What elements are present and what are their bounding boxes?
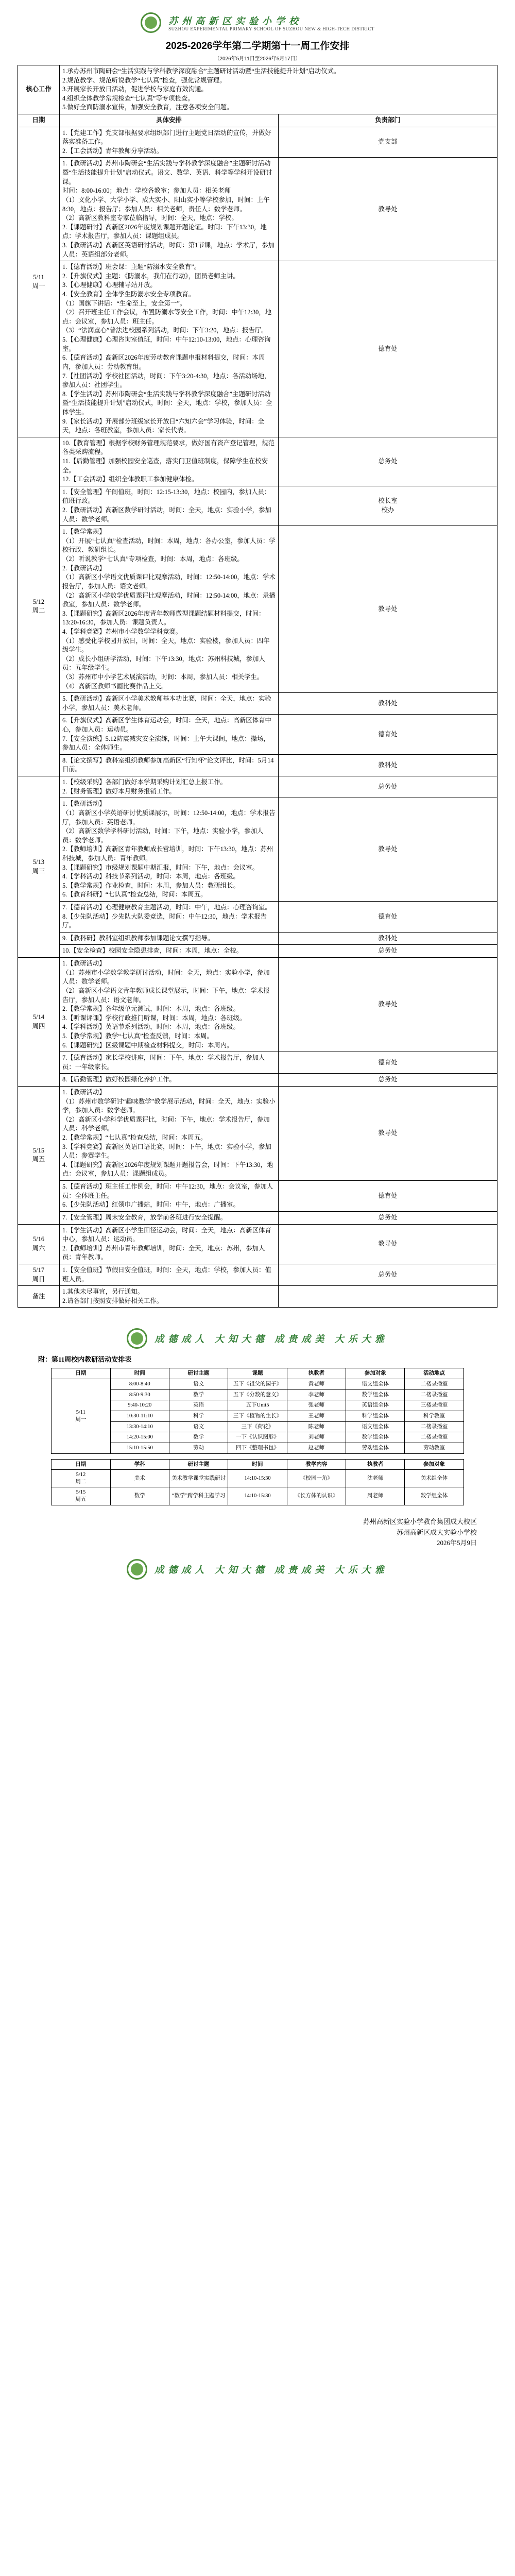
attachment2-cell: 5/15 周五 bbox=[52, 1487, 110, 1505]
schedule-row bbox=[18, 902, 497, 933]
attachment-table-2 bbox=[51, 1459, 464, 1505]
work-item: 3.【听课评课】学校行政推门听课，时间：本周，地点：各班级。 bbox=[62, 1014, 246, 1022]
attachment-cell: 语文组全体 bbox=[346, 1379, 405, 1390]
work-item: （1）高新区小学语文优质课评比观摩活动，时间：12:50-14:00，地点：学术报告厅，参加人员：语文老师。 bbox=[62, 573, 276, 590]
attachment2-cell: 美术组全体 bbox=[405, 1470, 464, 1487]
work-item: 6.【德育活动】高新区2026年度劳动教育课题申报材料提交，时间：本周内，参加人员：劳动教育组。 bbox=[62, 354, 265, 370]
core-work-item: 4.组织全体教学常规检查“七认真”等专项检查。 bbox=[62, 94, 194, 102]
responsible-dept-cell: 党支部 bbox=[279, 127, 497, 158]
work-item: 2.【课题研讨】高新区2026年度规划课题开题论证。时间：下午13:30，地点：学术报告厅，参加人员：课题组成员。 bbox=[62, 223, 267, 240]
attachment-cell: 语文 bbox=[169, 1379, 228, 1390]
responsible-dept-cell: 教科处 bbox=[279, 693, 497, 715]
attachment-header-cell: 研讨主题 bbox=[169, 1368, 228, 1379]
attachment-cell: 张老师 bbox=[287, 1400, 346, 1411]
attachment2-cell: 美术 bbox=[110, 1470, 169, 1487]
core-work-item: 5.做好全面防溺水宣传，加强安全教育，注意各项安全问题。 bbox=[62, 104, 233, 111]
schedule-row bbox=[18, 127, 497, 158]
work-item: （1）国旗下讲话：“生命至上，安全第一”。 bbox=[62, 299, 186, 307]
attachment2-cell: 美术教学课堂实践研讨 bbox=[169, 1470, 228, 1487]
school-motto-footer: 成德成人 大知大德 成贵成美 大乐大雅 bbox=[154, 1565, 388, 1575]
school-logo-icon bbox=[127, 1559, 147, 1580]
attachment-cell: 陈老师 bbox=[287, 1421, 346, 1432]
responsible-dept-cell: 教导处 bbox=[279, 798, 497, 902]
attachment-cell: 赵老师 bbox=[287, 1443, 346, 1453]
work-item: 1.【安全值班】节假日安全值班，时间：全天，地点：学校，参加人员：值班人员。 bbox=[62, 1266, 271, 1283]
attachment-cell: 5/11 周一 bbox=[52, 1379, 110, 1453]
attachment-header-cell: 日期 bbox=[52, 1368, 110, 1379]
work-detail-cell bbox=[60, 798, 279, 902]
attachment-cell: 10:30-11:10 bbox=[110, 1411, 169, 1421]
work-item: 1.【教研活动】 bbox=[62, 960, 106, 968]
school-logo-icon bbox=[141, 12, 161, 33]
work-detail-cell bbox=[60, 932, 279, 945]
attachment2-header-cell: 研讨主题 bbox=[169, 1459, 228, 1470]
work-item: （2）高新区小学数学优质课评比观摩活动，时间：12:50-14:00，地点：录播教室，参加人员：数学老师。 bbox=[62, 591, 276, 608]
attachment2-row bbox=[52, 1487, 464, 1505]
attachment-cell: 科学组全体 bbox=[346, 1411, 405, 1421]
header-resp: 负责部门 bbox=[279, 114, 497, 127]
attachment-cell: 语文组全体 bbox=[346, 1421, 405, 1432]
work-item: 1.【教研活动】 bbox=[62, 1088, 106, 1096]
work-item: 6.【教育科研】“七认真”检查总结，时间：本周五。 bbox=[62, 891, 207, 899]
attachment-header-cell: 活动地点 bbox=[405, 1368, 464, 1379]
work-item: 4.【安全教育】全体学生防溺水安全专项教育。 bbox=[62, 291, 195, 298]
attachment2-cell: 周老师 bbox=[346, 1487, 405, 1505]
attachment2-cell: 14:10-15:30 bbox=[228, 1487, 287, 1505]
core-work-item: 2.规范教学、规范听说教学“七认真”检查，强化常规管理。 bbox=[62, 76, 226, 84]
attachment-cell: 三下《荷花》 bbox=[228, 1421, 287, 1432]
work-item: 7.【安全演练】5.12防震减灾安全演练，时间：上午大课间，地点：操场，参加人员：全体师生。 bbox=[62, 735, 270, 752]
work-item: 9.【家长活动】开展部分班级家长开放日“六知六会”学习体验，时间：全天，地点：各班教室，参加人员：家长代表。 bbox=[62, 417, 265, 434]
work-item: 6.【少先队活动】红领巾广播站，时间：中午，地点：广播室。 bbox=[62, 1201, 239, 1209]
attachment-row bbox=[52, 1432, 464, 1443]
attachment-cell: 劳动组全体 bbox=[346, 1443, 405, 1453]
work-item: 5.【教研活动】高新区小学美术教师基本功比赛，时间：全天，地点：实验小学，参加人员：美术老师。 bbox=[62, 695, 271, 711]
work-detail-cell bbox=[60, 902, 279, 933]
attachment-cell: 王老师 bbox=[287, 1411, 346, 1421]
work-detail-cell bbox=[60, 437, 279, 486]
work-item: （2）召开班主任工作会议，布置防溺水等安全工作，时间：中午12:30，地点：会议室，参加人员：班主任。 bbox=[62, 309, 272, 325]
responsible-dept-cell: 教导处 bbox=[279, 1086, 497, 1180]
attachment-cell: 数学 bbox=[169, 1432, 228, 1443]
work-item: 1.【安全管理】午间值班，时间：12:15-13:30，地点：校园内，参加人员：值班行政。 bbox=[62, 488, 271, 505]
work-item: 7.【德育活动】家长学校讲座，时间：下午，地点：学术报告厅，参加人员：一年级家长。 bbox=[62, 1054, 265, 1071]
work-item: 1.【教研活动】苏州市陶研会“生活实践与学科教学深度融合”主题研讨活动暨“生活技能提升计划”启动仪式。语文、数学、英语、科学等学科开设研讨课。 bbox=[62, 160, 272, 185]
attachment-cell: 四下《整理书包》 bbox=[228, 1443, 287, 1453]
work-item: 1.【教学常规】 bbox=[62, 528, 106, 536]
responsible-dept-cell: 德育处 bbox=[279, 902, 497, 933]
day-date-cell: 5/12 周二 bbox=[18, 437, 60, 776]
attachment2-cell: 数学组全体 bbox=[405, 1487, 464, 1505]
work-item: （1）苏州市小学数学教学研讨活动，时间：全天，地点：实验小学，参加人员：数学老师。 bbox=[62, 969, 270, 986]
work-item: 10.【安全检查】校园安全隐患排查，时间：本周，地点：全校。 bbox=[62, 947, 243, 955]
schedule-row bbox=[18, 932, 497, 945]
attachment-cell: 二楼录播室 bbox=[405, 1432, 464, 1443]
work-item: 5.【德育活动】班主任工作例会，时间：中午12:30，地点：会议室，参加人员：全体班主任。 bbox=[62, 1183, 273, 1199]
responsible-dept-cell: 总务处 bbox=[279, 1264, 497, 1285]
work-detail-cell bbox=[60, 1181, 279, 1212]
responsible-dept-cell: 总务处 bbox=[279, 1211, 497, 1224]
work-item: 2.【教师培训】高新区青年教师成长营培训，时间：下午13:30，地点：苏州科技城，参加人员：青年教师。 bbox=[62, 845, 273, 862]
work-item: （2）高新区小学科学优质课评比，时间：下午，地点：学术报告厅，参加人员：科学老师。 bbox=[62, 1115, 270, 1132]
attachment2-cell: 数学 bbox=[110, 1487, 169, 1505]
day-date-cell: 5/17 周日 bbox=[18, 1264, 60, 1285]
responsible-dept-cell: 德育处 bbox=[279, 715, 497, 754]
responsible-dept-cell bbox=[279, 1286, 497, 1308]
core-work-item: 1.承办苏州市陶研会“生活实践与学科教学深度融合”主题研讨活动暨“生活技能提升计划”启动仪式。 bbox=[62, 67, 340, 75]
attachment-cell: 语文 bbox=[169, 1421, 228, 1432]
attachment-row bbox=[52, 1443, 464, 1453]
work-item: 2.【工会活动】青年教师分享活动。 bbox=[62, 147, 163, 155]
attachment-header-cell: 参加对象 bbox=[346, 1368, 405, 1379]
attachment-header-row-2 bbox=[52, 1459, 464, 1470]
work-detail-cell bbox=[60, 754, 279, 776]
footer-date: 2026年5月9日 bbox=[436, 1539, 477, 1547]
core-work-list bbox=[62, 67, 494, 112]
attachment-cell: 数学组全体 bbox=[346, 1432, 405, 1443]
work-item: 2.【教师培训】苏州市青年教师培训，时间：全天，地点：苏州，参加人员：青年教师。 bbox=[62, 1244, 265, 1261]
attachment-cell: 李老师 bbox=[287, 1389, 346, 1400]
school-header bbox=[18, 9, 497, 34]
responsible-dept-cell: 教科处 bbox=[279, 932, 497, 945]
work-detail-cell bbox=[60, 945, 279, 958]
attachment-cell: 黄老师 bbox=[287, 1379, 346, 1390]
work-detail-cell bbox=[60, 1086, 279, 1180]
work-item: 1.【教研活动】 bbox=[62, 800, 106, 808]
work-item: 2.请各部门按照安排做好相关工作。 bbox=[62, 1297, 163, 1304]
attachment-header-cell: 课题 bbox=[228, 1368, 287, 1379]
attachment-cell: 一下《认识图形》 bbox=[228, 1432, 287, 1443]
work-item: 9.【教科研】教科室组织教师参加课题论文撰写指导。 bbox=[62, 934, 214, 942]
work-item: 5.【教学常规】教学“七认真”检查反馈，时间：本周。 bbox=[62, 1032, 213, 1040]
schedule-row bbox=[18, 526, 497, 693]
work-item: 8.【后勤管理】做好校园绿化养护工作。 bbox=[62, 1076, 176, 1083]
work-item: （3）苏州市中小学艺术展演活动，时间：本周，参加人员：相关学生。 bbox=[62, 673, 264, 681]
attachment-cell: 英语 bbox=[169, 1400, 228, 1411]
work-item: 7.【安全管理】周末安全教育，放学前各班进行安全提醒。 bbox=[62, 1213, 227, 1221]
schedule-row bbox=[18, 1086, 497, 1180]
work-item: 8.【学生活动】苏州市陶研会“生活实践与学科教学深度融合”主题研讨活动暨“生活技能提升计划”启动仪式，时间：全天，地点：学校，参加人员：全体学生。 bbox=[62, 390, 272, 416]
work-detail-cell bbox=[60, 526, 279, 693]
attachment-row bbox=[52, 1411, 464, 1421]
work-item: （2）高新区教科室专家莅临指导，时间：全天，地点：学校。 bbox=[62, 214, 238, 222]
work-item: 4.【学科活动】英语节系列活动，时间：本周，地点：各班级。 bbox=[62, 1023, 239, 1031]
work-item: 2.【教学常规】“七认真”检查总结，时间：本周五。 bbox=[62, 1134, 207, 1142]
work-item: 4.【学科活动】科技节系列活动，时间：本周，地点：各班级。 bbox=[62, 873, 239, 880]
attachment2-row bbox=[52, 1470, 464, 1487]
responsible-dept-cell: 教导处 bbox=[279, 526, 497, 693]
footer-line-2: 苏州高新区成大实验小学校 bbox=[396, 1528, 477, 1536]
schedule-row bbox=[18, 958, 497, 1052]
work-item: 1.【德育活动】班会课：主题“防溺水安全教育”。 bbox=[62, 263, 201, 271]
work-item: 2.【教研活动】 bbox=[62, 564, 106, 572]
day-date-cell: 备注 bbox=[18, 1286, 60, 1308]
attachment-cell: 二楼录播室 bbox=[405, 1389, 464, 1400]
work-detail-cell bbox=[60, 158, 279, 261]
schedule-row bbox=[18, 1181, 497, 1212]
school-name-en: SUZHOU EXPERIMENTAL PRIMARY SCHOOL OF SUZHOU NEW & HIGH-TECH DISTRICT bbox=[168, 26, 374, 31]
attachment-header-cell: 执教者 bbox=[287, 1368, 346, 1379]
responsible-dept-cell: 教导处 bbox=[279, 958, 497, 1052]
attachment-cell: 14:20-15:00 bbox=[110, 1432, 169, 1443]
work-item: 8.【少先队活动】少先队大队委竞选，时间：中午12:30，地点：学术报告厅。 bbox=[62, 912, 267, 929]
responsible-dept-cell: 总务处 bbox=[279, 776, 497, 798]
responsible-dept-cell: 德育处 bbox=[279, 1181, 497, 1212]
schedule-row bbox=[18, 486, 497, 526]
work-item: 1.其他未尽事宜，另行通知。 bbox=[62, 1288, 144, 1296]
schedule-row bbox=[18, 798, 497, 902]
work-item: （2）高新区小学语文青年教师成长课堂展示，时间：下午，地点：学术报告厅，参加人员：语文老师。 bbox=[62, 987, 270, 1004]
school-header-attach bbox=[18, 1325, 497, 1350]
attachment2-cell: 《校园一角》 bbox=[287, 1470, 346, 1487]
work-item: 10.【教育管理】根据学校财务管理规范要求，做好国有资产登记管理，规范各类采购流程。 bbox=[62, 439, 274, 456]
footer-line-1: 苏州高新区实验小学教育集团成大校区 bbox=[363, 1517, 477, 1526]
document-footer bbox=[18, 1517, 497, 1549]
attachment2-cell: 14:10-15:30 bbox=[228, 1470, 287, 1487]
attachment-cell: 数学组全体 bbox=[346, 1389, 405, 1400]
attachment-cell: 科学教室 bbox=[405, 1411, 464, 1421]
attachment-cell: 9:40-10:20 bbox=[110, 1400, 169, 1411]
attachment-cell: 15:10-15:50 bbox=[110, 1443, 169, 1453]
attachment2-header-cell: 日期 bbox=[52, 1459, 110, 1470]
attachment2-header-cell: 教学内容 bbox=[287, 1459, 346, 1470]
work-item: 3.【课题研究】高新区2026年度青年教师微型课题结题材料提交，时间：13:20-16:30，参加人员：课题负责人。 bbox=[62, 609, 265, 626]
work-detail-cell bbox=[60, 1211, 279, 1224]
attachment-cell: 劳动教室 bbox=[405, 1443, 464, 1453]
work-detail-cell bbox=[60, 1286, 279, 1308]
work-item: 7.【社团活动】学校社团活动，时间：下午3:20-4:30，地点：各活动场地，参加人员：社团学生。 bbox=[62, 372, 271, 389]
schedule-row bbox=[18, 715, 497, 754]
day-date-cell: 5/15 周五 bbox=[18, 1086, 60, 1224]
work-item: 11.【后勤管理】加强校园安全巡查，落实门卫值班制度，保障学生在校安全。 bbox=[62, 457, 268, 474]
schedule-row bbox=[18, 1286, 497, 1308]
schedule-row bbox=[18, 1224, 497, 1264]
school-motto: 成德成人 大知大德 成贵成美 大乐大雅 bbox=[154, 1334, 388, 1345]
attachment-cell: 五下《祖父的园子》 bbox=[228, 1379, 287, 1390]
header-work: 具体安排 bbox=[60, 114, 279, 127]
work-item: 1.【学生活动】高新区小学生田径运动会，时间：全天，地点：高新区体育中心，参加人员：运动员。 bbox=[62, 1226, 271, 1243]
responsible-dept-cell: 总务处 bbox=[279, 945, 497, 958]
work-item: 6.【升旗仪式】高新区学生体育运动会，时间：全天，地点：高新区体育中心，参加人员：运动员。 bbox=[62, 717, 271, 734]
attachment-cell: 英语组全体 bbox=[346, 1400, 405, 1411]
attachment2-cell: 《长方体的认识》 bbox=[287, 1487, 346, 1505]
schedule-row bbox=[18, 437, 497, 486]
work-detail-cell bbox=[60, 715, 279, 754]
work-item: （1）苏州市数学研讨“趣味数学”教学展示活动，时间：全天，地点：实验小学，参加人员：数学老师。 bbox=[62, 1097, 276, 1114]
work-item: 3.【学科竞赛】高新区英语口语比赛，时间：下午，地点：实验小学，参加人员：参赛学生。 bbox=[62, 1143, 271, 1160]
work-detail-cell bbox=[60, 127, 279, 158]
attachment-title: 附：第11周校内教研活动安排表 bbox=[38, 1355, 132, 1364]
work-detail-cell bbox=[60, 486, 279, 526]
responsible-dept-cell: 总务处 bbox=[279, 1074, 497, 1087]
document-dates: （2026年5月11日至2026年5月17日） bbox=[214, 56, 301, 62]
core-work-row bbox=[18, 65, 497, 114]
work-detail-cell bbox=[60, 776, 279, 798]
schedule-row bbox=[18, 693, 497, 715]
work-item: 2.【财务管理】做好本月财务报销工作。 bbox=[62, 787, 176, 795]
schedule-row bbox=[18, 1211, 497, 1224]
table-header-row bbox=[18, 114, 497, 127]
work-item: 3.【课题研究】市级规划课题中期汇报，时间：下午，地点：会议室。 bbox=[62, 863, 259, 871]
schedule-row bbox=[18, 261, 497, 437]
attachment-cell: 13:30-14:10 bbox=[110, 1421, 169, 1432]
core-work-item: 3.开展家长开放日活动，促进学校与家庭有效沟通。 bbox=[62, 86, 208, 93]
attachment2-cell: “数学”跨学科主题学习 bbox=[169, 1487, 228, 1505]
core-work-label: 核心工作 bbox=[18, 65, 60, 114]
attachment-cell: 劳动 bbox=[169, 1443, 228, 1453]
day-date-cell: 5/11 周一 bbox=[18, 127, 60, 437]
attachment2-cell: 5/12 周二 bbox=[52, 1470, 110, 1487]
work-item: 4.【学科竞赛】苏州市小学数学学科竞赛。 bbox=[62, 628, 182, 635]
attachment2-header-cell: 参加对象 bbox=[405, 1459, 464, 1470]
schedule-row bbox=[18, 1264, 497, 1285]
attachment-cell: 二楼录播室 bbox=[405, 1421, 464, 1432]
attachment2-cell: 沈老师 bbox=[346, 1470, 405, 1487]
work-item: （2）高新区数学学科研讨活动，时间：下午，地点：实验小学，参加人员：数学老师。 bbox=[62, 827, 264, 844]
work-detail-cell bbox=[60, 1224, 279, 1264]
work-item: 8.【论文撰写】教科室组织教师参加高新区“行知杯”论文评比，时间：5月14日前。 bbox=[62, 756, 274, 773]
work-item: 7.【德育活动】心理健康教育主题活动，时间：中午，地点：心理咨询室。 bbox=[62, 904, 271, 911]
attachment-page bbox=[0, 1316, 515, 1589]
work-item: 4.【课题研究】高新区2026年度规划课题开题报告会，时间：下午13:30，地点：会议室，参加人员：课题组成员。 bbox=[62, 1161, 273, 1178]
work-item: 5.【教学常规】作业检查，时间：本周，参加人员：教研组长。 bbox=[62, 882, 239, 889]
day-date-cell: 5/13 周三 bbox=[18, 776, 60, 958]
work-item: 6.【课题研究】区级课题中期检查材料提交，时间：本周内。 bbox=[62, 1041, 233, 1049]
responsible-dept-cell: 教导处 bbox=[279, 158, 497, 261]
day-date-cell: 5/16 周六 bbox=[18, 1224, 60, 1264]
attachment-table bbox=[51, 1368, 464, 1453]
work-item: （2）成长小组研学活动，时间：下午13:30，地点：苏州科技城，参加人员：五年级学生。 bbox=[62, 655, 265, 672]
work-item: （4）高新区教师书画比赛作品上交。 bbox=[62, 682, 168, 690]
attachment-row bbox=[52, 1400, 464, 1411]
attachment-row bbox=[52, 1379, 464, 1390]
attachment-cell: 五下Unit5 bbox=[228, 1400, 287, 1411]
work-item: 5.【心理健康】心理咨询室值班，时间：中午12:10-13:00，地点：心理咨询室。 bbox=[62, 336, 271, 352]
work-item: 2.【教学常规】各年级单元测试，时间：本周，地点：各班级。 bbox=[62, 1005, 239, 1013]
schedule-row bbox=[18, 945, 497, 958]
schedule-row bbox=[18, 754, 497, 776]
day-date-cell: 5/14 周四 bbox=[18, 958, 60, 1087]
attachment-cell: 三下《植物的生长》 bbox=[228, 1411, 287, 1421]
work-item: 3.【教研活动】高新区英语研讨活动，时间：第1节课，地点：学术厅，参加人员：英语组部分老师。 bbox=[62, 241, 274, 258]
attachment-header-cell: 时间 bbox=[110, 1368, 169, 1379]
responsible-dept-cell: 德育处 bbox=[279, 1052, 497, 1074]
core-work-content bbox=[60, 65, 497, 114]
attachment-row bbox=[52, 1389, 464, 1400]
schedule-table bbox=[18, 65, 497, 1308]
work-item: 3.【心理健康】心理辅导站开放。 bbox=[62, 281, 157, 289]
work-item: （1）感受化学校园开放日，时间：全天，地点：实验楼，参加人员：四年级学生。 bbox=[62, 637, 270, 654]
responsible-dept-cell: 总务处 bbox=[279, 437, 497, 486]
school-name: 苏州高新区实验小学校 bbox=[168, 16, 303, 26]
school-logo-icon bbox=[127, 1328, 147, 1349]
attachment-row bbox=[52, 1421, 464, 1432]
document-title: 2025-2026学年第二学期第十一周工作安排 bbox=[165, 41, 350, 52]
work-item: （1）文化小学、大学小学、成大实小、阳山实小等学校参加，时间：上午8:30，地点：报告厅；参加人员：相关老师，责任人：数学老师。 bbox=[62, 196, 270, 213]
work-detail-cell bbox=[60, 958, 279, 1052]
schedule-row bbox=[18, 1052, 497, 1074]
work-item: （1）高新区小学英语研讨优质课展示，时间：12:50-14:00，地点：学术报告厅，参加人员：英语老师。 bbox=[62, 809, 276, 826]
work-item: 12.【工会活动】组织全体教职工参加健康体检。 bbox=[62, 476, 198, 483]
schedule-row bbox=[18, 1074, 497, 1087]
responsible-dept-cell: 教导处 bbox=[279, 1224, 497, 1264]
attachment2-header-cell: 学科 bbox=[110, 1459, 169, 1470]
work-detail-cell bbox=[60, 1074, 279, 1087]
attachment-cell: 刘老师 bbox=[287, 1432, 346, 1443]
attachment-cell: 五下《分数的意义》 bbox=[228, 1389, 287, 1400]
attachment2-header-cell: 时间 bbox=[228, 1459, 287, 1470]
responsible-dept-cell: 德育处 bbox=[279, 261, 497, 437]
work-item: 2.【升旗仪式】主题：《防溺水，我们在行动》，团员老师主讲。 bbox=[62, 272, 239, 280]
work-detail-cell bbox=[60, 261, 279, 437]
work-item: （2）听说教学“七认真”专项检查，时间：本周，地点：各班级。 bbox=[62, 555, 244, 563]
attachment-cell: 数学 bbox=[169, 1389, 228, 1400]
schedule-row bbox=[18, 776, 497, 798]
attachment2-header-cell: 执教者 bbox=[346, 1459, 405, 1470]
work-item: 1.【校级采购】各部门做好本学期采购计划汇总上报工作。 bbox=[62, 778, 227, 786]
work-item: 1.【党建工作】党支部根据要求组织部门进行主题党日活动的宣传，并做好落实准备工作。 bbox=[62, 129, 271, 146]
work-item: 时间：8:00-16:00；地点：学校各教室；参加人员：相关老师 bbox=[62, 187, 231, 195]
work-item: 2.【教研活动】高新区数学研讨活动，时间：全天，地点：实验小学，参加人员：数学老师。 bbox=[62, 506, 271, 523]
attachment-header-row bbox=[52, 1368, 464, 1379]
work-detail-cell bbox=[60, 1052, 279, 1074]
attachment-cell: 8:00-8:40 bbox=[110, 1379, 169, 1390]
attachment-cell: 科学 bbox=[169, 1411, 228, 1421]
work-detail-cell bbox=[60, 1264, 279, 1285]
header-date: 日期 bbox=[18, 114, 60, 127]
attachment-cell: 8:50-9:30 bbox=[110, 1389, 169, 1400]
school-name-block bbox=[168, 14, 374, 31]
work-detail-cell bbox=[60, 693, 279, 715]
school-name-block bbox=[154, 1332, 388, 1345]
work-item: （3）“法润童心”普法进校园系列活动，时间：下午3:20，地点：报告厅。 bbox=[62, 327, 268, 334]
responsible-dept-cell: 教科处 bbox=[279, 754, 497, 776]
attachment-cell: 二楼录播室 bbox=[405, 1379, 464, 1390]
schedule-row bbox=[18, 158, 497, 261]
responsible-dept-cell: 校长室 校办 bbox=[279, 486, 497, 526]
school-footer-banner bbox=[18, 1556, 497, 1581]
attachment-cell: 三楼录播室 bbox=[405, 1400, 464, 1411]
work-item: （1）开展“七认真”检查活动，时间：本周，地点：各办公室，参加人员：学校行政、教研组长。 bbox=[62, 537, 276, 554]
